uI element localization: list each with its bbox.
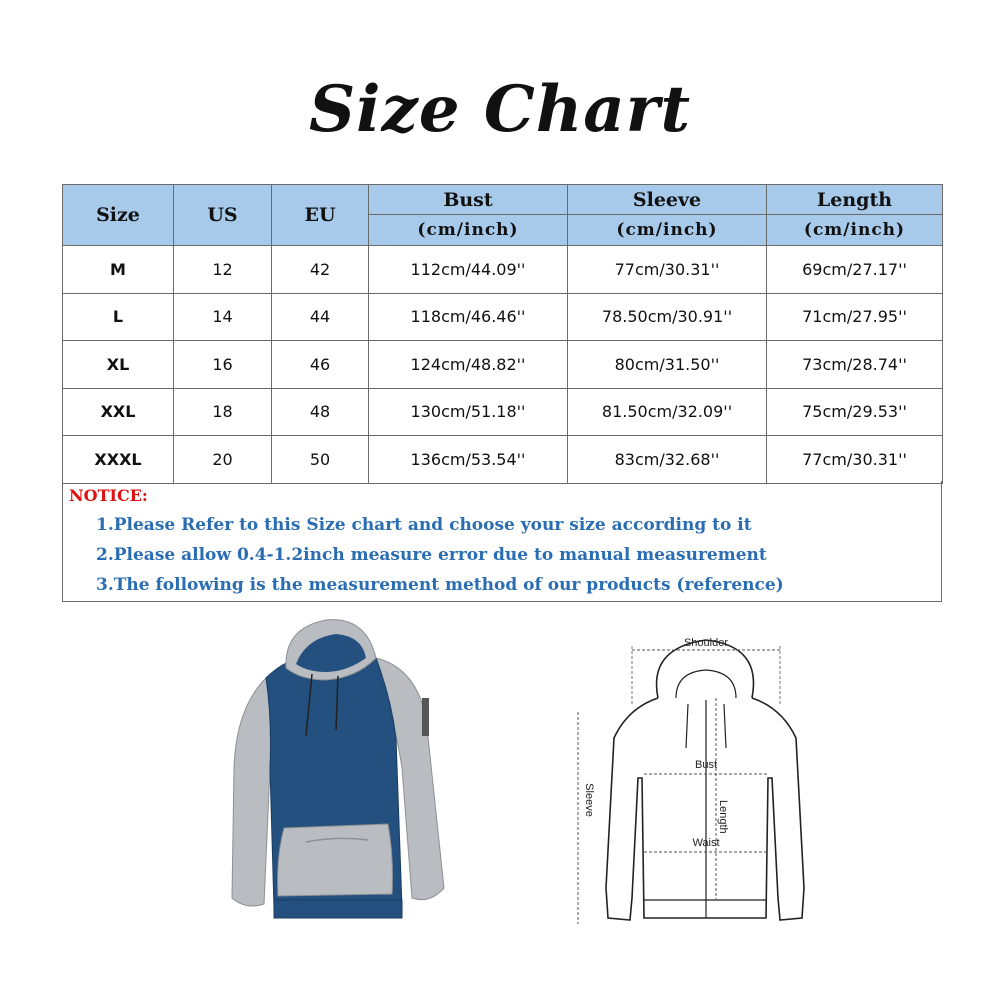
cell-size: XXL xyxy=(63,388,174,436)
cell-eu: 46 xyxy=(272,341,369,389)
cell-sleeve: 80cm/31.50'' xyxy=(568,341,767,389)
cell-bust: 124cm/48.82'' xyxy=(369,341,568,389)
header-length: Length xyxy=(767,185,943,215)
header-sleeve-unit: (cm/inch) xyxy=(568,215,767,246)
cell-sleeve: 77cm/30.31'' xyxy=(568,246,767,294)
cell-length: 71cm/27.95'' xyxy=(767,293,943,341)
cell-length: 75cm/29.53'' xyxy=(767,388,943,436)
table-row xyxy=(63,293,943,341)
cell-size: XXXL xyxy=(63,436,174,484)
bust-label: Bust xyxy=(694,759,718,771)
cell-eu: 42 xyxy=(272,246,369,294)
table-row xyxy=(63,436,943,484)
size-chart-table xyxy=(62,184,943,484)
waist-label: Waist xyxy=(692,837,720,849)
length-label: Length xyxy=(717,800,729,834)
header-bust: Bust xyxy=(369,185,568,215)
notice-line-3: 3.The following is the measurement method of our products (reference) xyxy=(96,575,784,595)
notice-box xyxy=(62,481,942,602)
cell-bust: 112cm/44.09'' xyxy=(369,246,568,294)
cell-eu: 44 xyxy=(272,293,369,341)
cell-eu: 48 xyxy=(272,388,369,436)
measurement-diagram xyxy=(566,628,866,934)
notice-line-1: 1.Please Refer to this Size chart and choose your size according to it xyxy=(96,515,752,535)
header-bust-unit: (cm/inch) xyxy=(369,215,568,246)
cell-bust: 118cm/46.46'' xyxy=(369,293,568,341)
shoulder-label: Shoulder xyxy=(683,637,729,649)
header-eu: EU xyxy=(272,185,369,246)
cell-size: XL xyxy=(63,341,174,389)
cell-size: M xyxy=(63,246,174,294)
header-us: US xyxy=(174,185,272,246)
cell-sleeve: 81.50cm/32.09'' xyxy=(568,388,767,436)
cell-sleeve: 83cm/32.68'' xyxy=(568,436,767,484)
cell-length: 69cm/27.17'' xyxy=(767,246,943,294)
cell-size: L xyxy=(63,293,174,341)
cell-us: 16 xyxy=(174,341,272,389)
table-row xyxy=(63,388,943,436)
cell-us: 12 xyxy=(174,246,272,294)
cell-bust: 136cm/53.54'' xyxy=(369,436,568,484)
sleeve-label: Sleeve xyxy=(583,783,595,817)
page-title: Size Chart xyxy=(308,72,692,147)
header-length-unit: (cm/inch) xyxy=(767,215,943,246)
cell-sleeve: 78.50cm/30.91'' xyxy=(568,293,767,341)
header-sleeve: Sleeve xyxy=(568,185,767,215)
cell-bust: 130cm/51.18'' xyxy=(369,388,568,436)
cell-length: 77cm/30.31'' xyxy=(767,436,943,484)
header-size: Size xyxy=(63,185,174,246)
notice-title: NOTICE: xyxy=(69,486,148,505)
cell-length: 73cm/28.74'' xyxy=(767,341,943,389)
table-row xyxy=(63,341,943,389)
hoodie-product-image xyxy=(226,618,452,930)
cell-us: 20 xyxy=(174,436,272,484)
cell-eu: 50 xyxy=(272,436,369,484)
table-row xyxy=(63,246,943,294)
cell-us: 18 xyxy=(174,388,272,436)
cell-us: 14 xyxy=(174,293,272,341)
notice-line-2: 2.Please allow 0.4-1.2inch measure error due to manual measurement xyxy=(96,545,767,565)
